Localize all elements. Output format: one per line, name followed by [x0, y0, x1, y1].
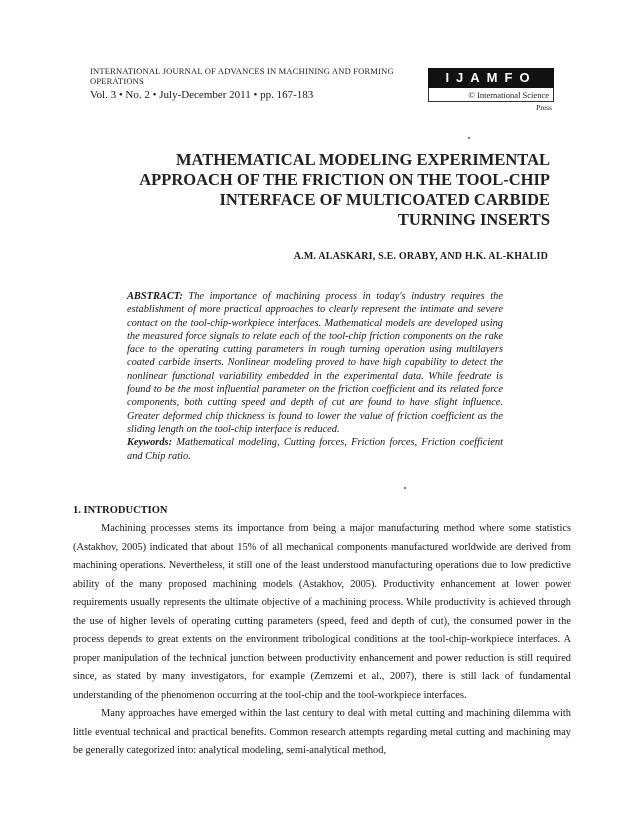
logo-publisher: © International Science	[428, 88, 554, 102]
title-line: APPROACH OF THE FRICTION ON THE TOOL-CHIP	[139, 170, 550, 189]
journal-volume-line: Vol. 3 • No. 2 • July-December 2011 • pp. 167-183	[90, 89, 314, 101]
keywords-text: Mathematical modeling, Cutting forces, Friction forces, Friction coefficient and Chip ratio.	[127, 437, 503, 462]
publisher-logo	[428, 68, 554, 112]
abstract-block	[127, 290, 503, 463]
section-heading: 1. INTRODUCTION	[73, 505, 168, 516]
authors: A.M. ALASKARI, S.E. ORABY, AND H.K. AL-KHALID	[293, 251, 548, 262]
title-line: TURNING INSERTS	[397, 210, 550, 229]
title-line: INTERFACE OF MULTICOATED CARBIDE	[219, 190, 550, 209]
paper-title	[118, 150, 550, 230]
body-paragraph: Machining processes stems its importance from being a major manufacturing method where some statistics (Astakhov, 2005) indicated that about 15% of all mechanical components manufactured worldwide are derived from machining operations. Nevertheless, it still one of the least understood manufacturing operations due to low predictive ability of the many proposed machining models (Astakhov, 2005). Productivity enhancement at lower power requirements usually represents the ultimate objective of a machining process. While productivity is achieved through the use of higher levels of operating cutting parameters (speed, feed and depth of cut), the consumed power in the process depends to great extents on the environment tribological conditions at the tool-chip-workpiece interfaces. A proper manipulation of the technical junction between productivity enhancement and power reduction is still required since, as stated by many investigators, for example (Zemzemi et al., 2007), there is still lack of fundamental understanding of the phenomenon occurring at the tool-chip and the tool-workpiece interfaces.	[73, 523, 571, 701]
journal-name: INTERNATIONAL JOURNAL OF ADVANCES IN MACHINING AND FORMING OPERATIONS	[90, 66, 394, 86]
scan-speck	[468, 137, 470, 139]
abstract-paragraph	[127, 290, 503, 436]
logo-press: Press	[536, 103, 552, 112]
journal-header	[90, 66, 410, 101]
section-body	[73, 520, 571, 761]
keywords-label: Keywords:	[127, 437, 173, 449]
title-line: MATHEMATICAL MODELING EXPERIMENTAL	[175, 150, 550, 169]
logo-acronym: IJAMFO	[428, 68, 554, 88]
abstract-label: ABSTRACT:	[127, 291, 183, 302]
body-paragraph: Many approaches have emerged within the last century to deal with metal cutting and machining dilemma with little eventual technical and practical benefits. Common research attempts regarding metal cutting and machining may be generally categorized into: analytical modeling, semi-analytical method,	[73, 708, 571, 756]
scan-speck	[404, 487, 406, 489]
abstract-text: The importance of machining process in today's industry requires the establishment of more practical approaches to clearly represent the intimate and severe contact on the tool-chip-workpiece interfaces. Mathematical models are developed using the measured force signals to relate each of the tool-chip friction components on the rake face to the operating cutting parameters in rough turning operation using multilayers coated carbide inserts. Nonlinear modeling proved to have high capability to detect the nonlinear functional variability embedded in the experimental data. While feedrate is found to be the most influential parameter on the friction coefficient and its related force components, both cutting speed and depth of cut are found to have slight influence. Greater deformed chip thickness is found to lower the value of friction coefficient as the sliding length on the tool-chip interface is reduced.	[127, 291, 503, 435]
keywords-paragraph	[127, 436, 503, 463]
